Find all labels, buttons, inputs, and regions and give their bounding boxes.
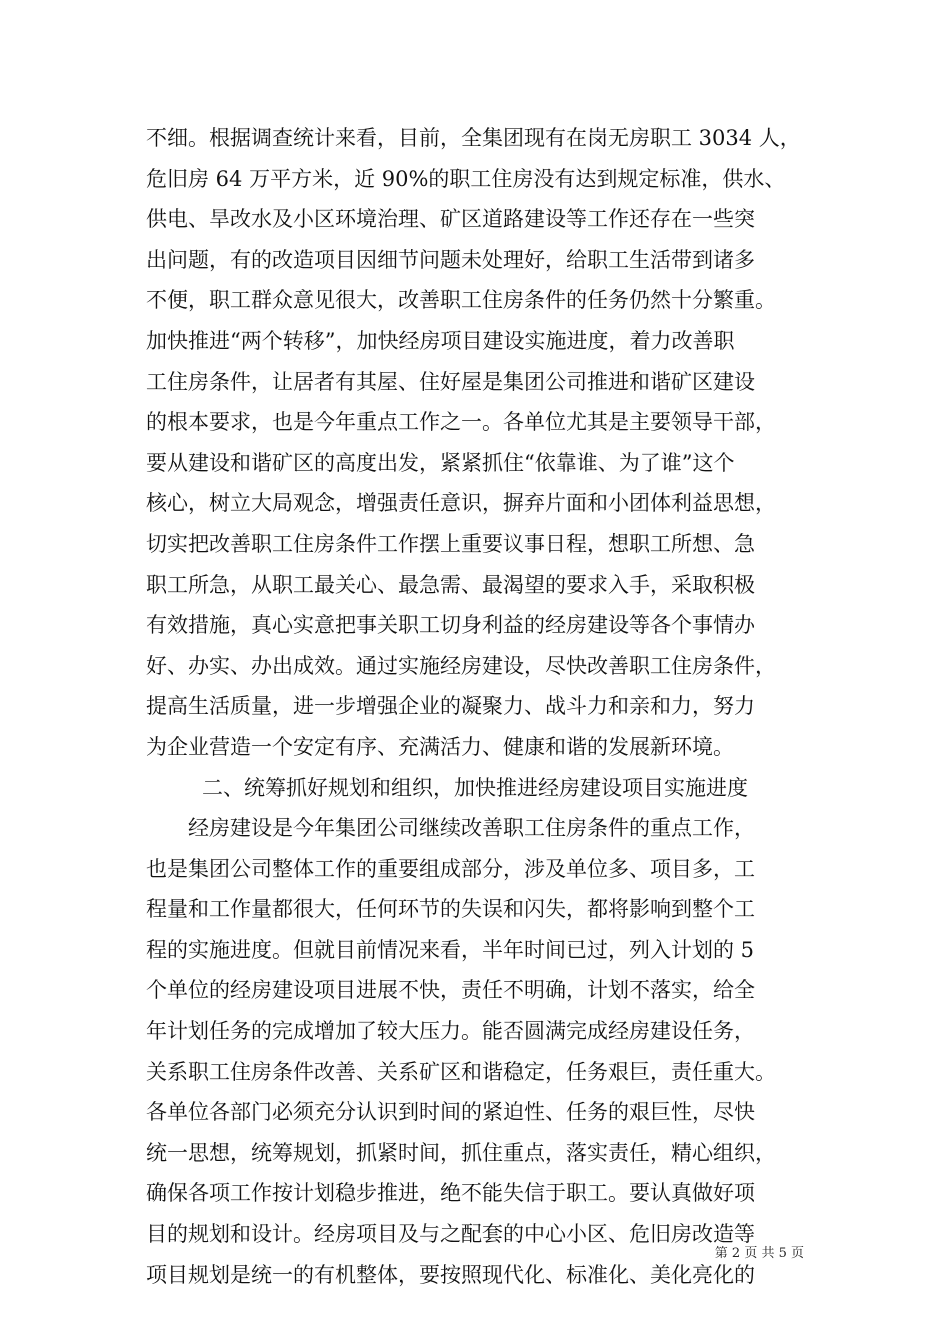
body-line: 要从建设和谐矿区的高度出发，紧紧抓住“依靠谁、为了谁”这个 (146, 450, 735, 475)
body-line: 年计划任务的完成增加了较大压力。能否圆满完成经房建设任务， (146, 1019, 755, 1044)
body-line: 切实把改善职工住房条件工作摆上重要议事日程，想职工所想、急 (146, 531, 755, 556)
body-line: 程的实施进度。但就目前情况来看，半年时间已过，列入计划的 5 (146, 937, 755, 962)
body-line: 各单位各部门必须充分认识到时间的紧迫性、任务的艰巨性，尽快 (146, 1100, 755, 1125)
body-line: 职工所急，从职工最关心、最急需、最渴望的要求入手，采取积极 (146, 572, 755, 597)
body-line: 目的规划和设计。经房项目及与之配套的中心小区、危旧房改造等 (146, 1222, 755, 1247)
body-line: 统一思想，统筹规划，抓紧时间，抓住重点，落实责任，精心组织， (146, 1140, 776, 1165)
body-line: 好、办实、办出成效。通过实施经房建设，尽快改善职工住房条件， (146, 653, 776, 678)
body-line: 也是集团公司整体工作的重要组成部分，涉及单位多、项目多，工 (146, 856, 755, 881)
body-line: 程量和工作量都很大，任何环节的失误和闪失，都将影响到整个工 (146, 897, 755, 922)
section-heading: 二、统筹抓好规划和组织，加快推进经房建设项目实施进度 (202, 775, 748, 800)
body-line: 的根本要求，也是今年重点工作之一。各单位尤其是主要领导干部， (146, 410, 776, 435)
body-line: 不便，职工群众意见很大，改善职工住房条件的任务仍然十分繁重。 (146, 288, 776, 313)
body-line: 关系职工住房条件改善、关系矿区和谐稳定，任务艰巨，责任重大。 (146, 1059, 776, 1084)
body-line: 出问题，有的改造项目因细节问题未处理好，给职工生活带到诸多 (146, 247, 755, 272)
body-line: 项目规划是统一的有机整体，要按照现代化、标准化、美化亮化的 (146, 1262, 755, 1287)
body-line: 提高生活质量，进一步增强企业的凝聚力、战斗力和亲和力，努力 (146, 694, 755, 719)
body-line: 确保各项工作按计划稳步推进，绝不能失信于职工。要认真做好项 (146, 1181, 755, 1206)
body-line: 个单位的经房建设项目进展不快，责任不明确，计划不落实，给全 (146, 978, 755, 1003)
body-line: 核心，树立大局观念，增强责任意识，摒弃片面和小团体利益思想， (146, 491, 776, 516)
document-body (146, 118, 826, 1295)
body-line: 有效措施，真心实意把事关职工切身利益的经房建设等各个事情办 (146, 613, 755, 638)
body-line: 经房建设是今年集团公司继续改善职工住房条件的重点工作， (188, 816, 755, 841)
body-line: 为企业营造一个安定有序、充满活力、健康和谐的发展新环境。 (146, 734, 734, 759)
body-line: 供电、旱改水及小区环境治理、矿区道路建设等工作还存在一些突 (146, 207, 755, 232)
body-line: 不细。根据调查统计来看，目前，全集团现有在岗无房职工 3034 人， (146, 126, 801, 150)
body-line: 加快推进“两个转移”，加快经房项目建设实施进度，着力改善职 (146, 328, 735, 353)
page-number-footer: 第 2 页 共 5 页 (714, 1246, 804, 1261)
body-line: 危旧房 64 万平方米，近 90%的职工住房没有达到规定标准，供水、 (146, 166, 786, 191)
body-line: 工住房条件，让居者有其屋、住好屋是集团公司推进和谐矿区建设 (146, 369, 755, 394)
